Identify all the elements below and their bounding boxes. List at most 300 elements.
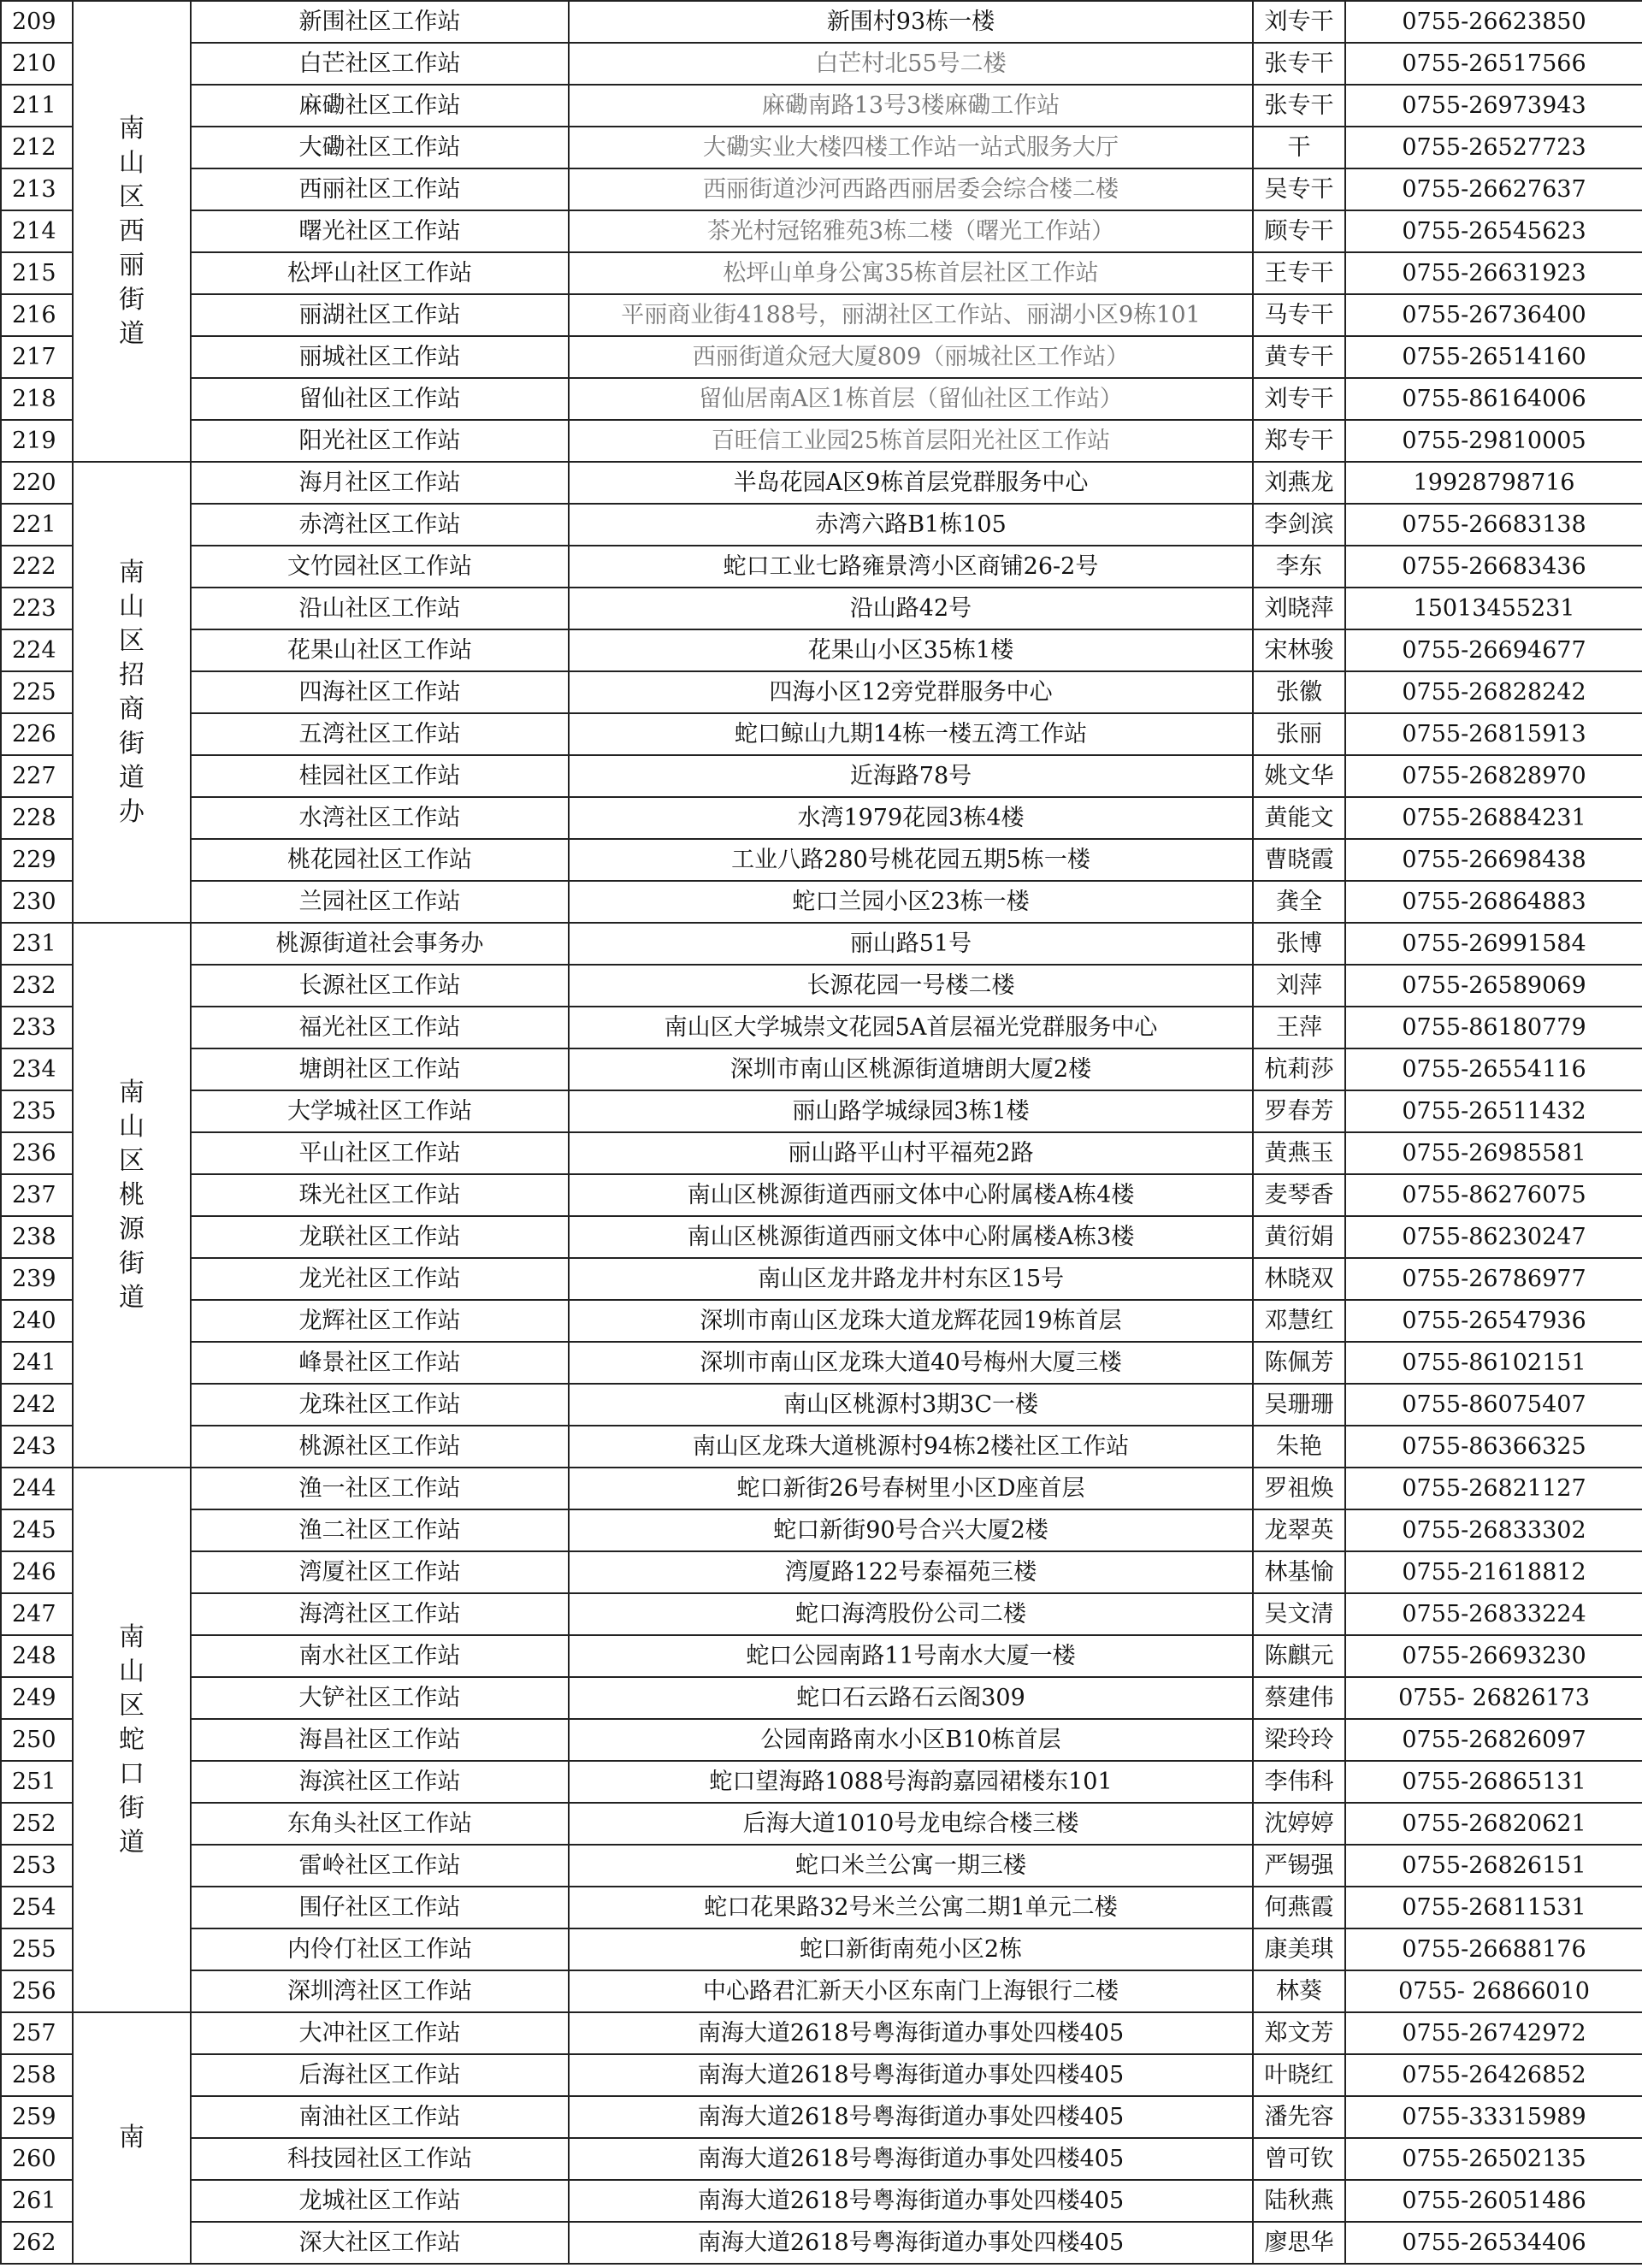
contact-person: 李伟科 [1253, 1761, 1345, 1803]
row-number: 252 [1, 1803, 73, 1845]
contact-phone: 0755-26815913 [1345, 713, 1642, 755]
station-name: 峰景社区工作站 [191, 1342, 569, 1384]
row-number: 257 [1, 2012, 73, 2054]
contact-phone: 0755-86075407 [1345, 1384, 1642, 1426]
table-row [1, 210, 1642, 252]
contact-person: 吴专干 [1253, 168, 1345, 210]
contact-person: 廖思华 [1253, 2222, 1345, 2264]
station-name: 渔一社区工作站 [191, 1468, 569, 1509]
station-address: 丽山路51号 [569, 923, 1253, 965]
contact-person: 顾专干 [1253, 210, 1345, 252]
contact-person: 曾可钦 [1253, 2138, 1345, 2180]
contact-person: 梁玲玲 [1253, 1719, 1345, 1761]
row-number: 249 [1, 1677, 73, 1719]
station-address: 工业八路280号桃花园五期5栋一楼 [569, 839, 1253, 881]
row-number: 251 [1, 1761, 73, 1803]
station-name: 松坪山社区工作站 [191, 252, 569, 294]
station-name: 深圳湾社区工作站 [191, 1970, 569, 2012]
contact-phone: 0755-26742972 [1345, 2012, 1642, 2054]
contact-phone: 0755-26589069 [1345, 965, 1642, 1007]
table-row [1, 671, 1642, 713]
contact-phone: 0755-26688176 [1345, 1928, 1642, 1970]
contact-person: 杭莉莎 [1253, 1048, 1345, 1090]
table-row [1, 43, 1642, 85]
contact-person: 龚全 [1253, 881, 1345, 923]
table-row [1, 546, 1642, 588]
row-number: 236 [1, 1132, 73, 1174]
station-address: 蛇口公园南路11号南水大厦一楼 [569, 1635, 1253, 1677]
station-address: 南海大道2618号粤海街道办事处四楼405 [569, 2222, 1253, 2264]
district-group-label [73, 1, 191, 462]
contact-person: 黄能文 [1253, 797, 1345, 839]
station-address: 后海大道1010号龙电综合楼三楼 [569, 1803, 1253, 1845]
station-address: 百旺信工业园25栋首层阳光社区工作站 [569, 420, 1253, 462]
table-row [1, 252, 1642, 294]
station-name: 后海社区工作站 [191, 2054, 569, 2096]
row-number: 255 [1, 1928, 73, 1970]
station-address: 白芒村北55号二楼 [569, 43, 1253, 85]
contact-person: 陆秋燕 [1253, 2180, 1345, 2222]
district-name: 南山区招商街道办 [119, 557, 145, 827]
contact-person: 马专干 [1253, 294, 1345, 336]
station-name: 水湾社区工作站 [191, 797, 569, 839]
table-row [1, 1677, 1642, 1719]
contact-person: 刘专干 [1253, 378, 1345, 420]
table-row [1, 713, 1642, 755]
contact-phone: 0755-26973943 [1345, 85, 1642, 127]
contact-person: 黄专干 [1253, 336, 1345, 378]
row-number: 222 [1, 546, 73, 588]
contact-phone: 0755-26534406 [1345, 2222, 1642, 2264]
contact-phone: 0755-86180779 [1345, 1007, 1642, 1048]
contact-phone: 0755-26693230 [1345, 1635, 1642, 1677]
contact-person: 李东 [1253, 546, 1345, 588]
contact-phone: 0755-26826097 [1345, 1719, 1642, 1761]
district-group-label [73, 923, 191, 1468]
contact-phone: 19928798716 [1345, 462, 1642, 504]
station-name: 湾厦社区工作站 [191, 1551, 569, 1593]
contact-phone: 0755-26985581 [1345, 1132, 1642, 1174]
contact-phone: 0755-26826151 [1345, 1845, 1642, 1887]
station-name: 科技园社区工作站 [191, 2138, 569, 2180]
station-name: 内伶仃社区工作站 [191, 1928, 569, 1970]
table-row [1, 839, 1642, 881]
station-address: 湾厦路122号泰福苑三楼 [569, 1551, 1253, 1593]
station-address: 近海路78号 [569, 755, 1253, 797]
contact-phone: 0755-26833224 [1345, 1593, 1642, 1635]
contact-phone: 0755-26426852 [1345, 2054, 1642, 2096]
table-row [1, 1384, 1642, 1426]
table-row [1, 1216, 1642, 1258]
contact-person: 黄衍娟 [1253, 1216, 1345, 1258]
contact-phone: 0755-26821127 [1345, 1468, 1642, 1509]
district-group-label [73, 1468, 191, 2012]
station-name: 四海社区工作站 [191, 671, 569, 713]
contact-person: 王萍 [1253, 1007, 1345, 1048]
row-number: 223 [1, 588, 73, 629]
row-number: 210 [1, 43, 73, 85]
table-row [1, 1970, 1642, 2012]
station-address: 丽山路平山村平福苑2路 [569, 1132, 1253, 1174]
station-name: 大学城社区工作站 [191, 1090, 569, 1132]
contact-person: 郑文芳 [1253, 2012, 1345, 2054]
station-address: 蛇口米兰公寓一期三楼 [569, 1845, 1253, 1887]
contact-person: 干 [1253, 127, 1345, 168]
contact-person: 姚文华 [1253, 755, 1345, 797]
station-address: 蛇口新街90号合兴大厦2楼 [569, 1509, 1253, 1551]
row-number: 256 [1, 1970, 73, 2012]
row-number: 234 [1, 1048, 73, 1090]
station-address: 留仙居南A区1栋首层（留仙社区工作站） [569, 378, 1253, 420]
station-name: 塘朗社区工作站 [191, 1048, 569, 1090]
contact-phone: 0755-26527723 [1345, 127, 1642, 168]
row-number: 217 [1, 336, 73, 378]
station-name: 福光社区工作站 [191, 1007, 569, 1048]
station-address: 南山区桃源街道西丽文体中心附属楼A栋3楼 [569, 1216, 1253, 1258]
contact-person: 王专干 [1253, 252, 1345, 294]
row-number: 213 [1, 168, 73, 210]
station-address: 蛇口鲸山九期14栋一楼五湾工作站 [569, 713, 1253, 755]
station-name: 桃花园社区工作站 [191, 839, 569, 881]
contact-phone: 0755-26683138 [1345, 504, 1642, 546]
contact-phone: 0755-26736400 [1345, 294, 1642, 336]
contact-person: 叶晓红 [1253, 2054, 1345, 2096]
station-name: 文竹园社区工作站 [191, 546, 569, 588]
station-name: 西丽社区工作站 [191, 168, 569, 210]
row-number: 215 [1, 252, 73, 294]
district-name: 南山区蛇口街道 [119, 1621, 145, 1858]
station-address: 松坪山单身公寓35栋首层社区工作站 [569, 252, 1253, 294]
contact-phone: 0755-26828970 [1345, 755, 1642, 797]
table-row [1, 1342, 1642, 1384]
table-row [1, 1551, 1642, 1593]
contact-phone: 0755- 26826173 [1345, 1677, 1642, 1719]
row-number: 239 [1, 1258, 73, 1300]
contact-phone: 0755-26884231 [1345, 797, 1642, 839]
contact-phone: 0755-26683436 [1345, 546, 1642, 588]
table-row [1, 2096, 1642, 2138]
station-address: 蛇口石云路石云阁309 [569, 1677, 1253, 1719]
station-address: 南山区龙井路龙井村东区15号 [569, 1258, 1253, 1300]
station-address: 南海大道2618号粤海街道办事处四楼405 [569, 2096, 1253, 2138]
station-name: 麻磡社区工作站 [191, 85, 569, 127]
row-number: 212 [1, 127, 73, 168]
row-number: 245 [1, 1509, 73, 1551]
contact-person: 郑专干 [1253, 420, 1345, 462]
station-address: 新围村93栋一楼 [569, 1, 1253, 43]
station-address: 南海大道2618号粤海街道办事处四楼405 [569, 2054, 1253, 2096]
station-address: 长源花园一号楼二楼 [569, 965, 1253, 1007]
contact-phone: 0755-86102151 [1345, 1342, 1642, 1384]
contact-person: 刘晓萍 [1253, 588, 1345, 629]
contact-phone: 0755- 26866010 [1345, 1970, 1642, 2012]
table-row [1, 923, 1642, 965]
station-address: 南海大道2618号粤海街道办事处四楼405 [569, 2012, 1253, 2054]
table-row [1, 1007, 1642, 1048]
contact-phone: 0755-26991584 [1345, 923, 1642, 965]
station-name: 沿山社区工作站 [191, 588, 569, 629]
contact-person: 吴珊珊 [1253, 1384, 1345, 1426]
station-address: 麻磡南路13号3楼麻磡工作站 [569, 85, 1253, 127]
row-number: 230 [1, 881, 73, 923]
row-number: 240 [1, 1300, 73, 1342]
contact-person: 张专干 [1253, 43, 1345, 85]
contact-phone: 0755-26547936 [1345, 1300, 1642, 1342]
row-number: 216 [1, 294, 73, 336]
station-name: 海湾社区工作站 [191, 1593, 569, 1635]
table-row [1, 1593, 1642, 1635]
station-address: 南海大道2618号粤海街道办事处四楼405 [569, 2180, 1253, 2222]
row-number: 214 [1, 210, 73, 252]
contact-person: 林葵 [1253, 1970, 1345, 2012]
table-row [1, 1928, 1642, 1970]
station-address: 南山区桃源街道西丽文体中心附属楼A栋4楼 [569, 1174, 1253, 1216]
table-row [1, 1761, 1642, 1803]
station-address: 蛇口海湾股份公司二楼 [569, 1593, 1253, 1635]
contact-person: 曹晓霞 [1253, 839, 1345, 881]
station-name: 龙珠社区工作站 [191, 1384, 569, 1426]
station-address: 蛇口新街南苑小区2栋 [569, 1928, 1253, 1970]
table-row [1, 1048, 1642, 1090]
station-address: 蛇口望海路1088号海韵嘉园裙楼东101 [569, 1761, 1253, 1803]
station-address: 半岛花园A区9栋首层党群服务中心 [569, 462, 1253, 504]
row-number: 209 [1, 1, 73, 43]
row-number: 211 [1, 85, 73, 127]
contact-person: 张丽 [1253, 713, 1345, 755]
contact-person: 张专干 [1253, 85, 1345, 127]
contact-person: 朱艳 [1253, 1426, 1345, 1468]
contact-phone: 0755-29810005 [1345, 420, 1642, 462]
table-row [1, 1426, 1642, 1468]
station-name: 曙光社区工作站 [191, 210, 569, 252]
table-row [1, 629, 1642, 671]
station-address: 丽山路学城绿园3栋1楼 [569, 1090, 1253, 1132]
station-name: 大磡社区工作站 [191, 127, 569, 168]
station-name: 渔二社区工作站 [191, 1509, 569, 1551]
station-name: 兰园社区工作站 [191, 881, 569, 923]
table-row [1, 2180, 1642, 2222]
station-address: 大磡实业大楼四楼工作站一站式服务大厅 [569, 127, 1253, 168]
station-address: 西丽街道众冠大厦809（丽城社区工作站） [569, 336, 1253, 378]
contact-phone: 0755-26545623 [1345, 210, 1642, 252]
station-address: 赤湾六路B1栋105 [569, 504, 1253, 546]
table-row [1, 127, 1642, 168]
contact-person: 邓慧红 [1253, 1300, 1345, 1342]
table-row [1, 1803, 1642, 1845]
row-number: 229 [1, 839, 73, 881]
table-body [1, 1, 1642, 2264]
station-name: 深大社区工作站 [191, 2222, 569, 2264]
contact-phone: 0755-26623850 [1345, 1, 1642, 43]
station-name: 花果山社区工作站 [191, 629, 569, 671]
station-name: 阳光社区工作站 [191, 420, 569, 462]
district-group-label [73, 462, 191, 923]
station-address: 南山区大学城崇文花园5A首层福光党群服务中心 [569, 1007, 1253, 1048]
contact-person: 吴文清 [1253, 1593, 1345, 1635]
station-name: 赤湾社区工作站 [191, 504, 569, 546]
contact-phone: 0755-26828242 [1345, 671, 1642, 713]
contact-person: 陈佩芳 [1253, 1342, 1345, 1384]
station-address: 蛇口新街26号春树里小区D座首层 [569, 1468, 1253, 1509]
table-row [1, 1258, 1642, 1300]
contact-phone: 0755-26786977 [1345, 1258, 1642, 1300]
table-row [1, 1090, 1642, 1132]
district-name: 南山区西丽街道 [119, 113, 145, 349]
station-address: 茶光村冠铭雅苑3栋二楼（曙光工作站） [569, 210, 1253, 252]
table-row [1, 1887, 1642, 1928]
station-name: 桂园社区工作站 [191, 755, 569, 797]
row-number: 243 [1, 1426, 73, 1468]
table-row [1, 965, 1642, 1007]
contact-phone: 0755-26517566 [1345, 43, 1642, 85]
contact-phone: 0755-26698438 [1345, 839, 1642, 881]
contact-phone: 0755-26820621 [1345, 1803, 1642, 1845]
row-number: 237 [1, 1174, 73, 1216]
table-row [1, 85, 1642, 127]
station-address: 沿山路42号 [569, 588, 1253, 629]
station-address: 深圳市南山区龙珠大道龙辉花园19栋首层 [569, 1300, 1253, 1342]
row-number: 246 [1, 1551, 73, 1593]
contact-phone: 0755-86366325 [1345, 1426, 1642, 1468]
contact-person: 潘先容 [1253, 2096, 1345, 2138]
contact-phone: 15013455231 [1345, 588, 1642, 629]
contact-phone: 0755-33315989 [1345, 2096, 1642, 2138]
row-number: 254 [1, 1887, 73, 1928]
table-row [1, 2138, 1642, 2180]
station-name: 丽湖社区工作站 [191, 294, 569, 336]
row-number: 226 [1, 713, 73, 755]
row-number: 241 [1, 1342, 73, 1384]
contact-person: 何燕霞 [1253, 1887, 1345, 1928]
contact-phone: 0755-26627637 [1345, 168, 1642, 210]
table-row [1, 462, 1642, 504]
station-name: 龙辉社区工作站 [191, 1300, 569, 1342]
table-row [1, 797, 1642, 839]
row-number: 225 [1, 671, 73, 713]
station-name: 新围社区工作站 [191, 1, 569, 43]
station-address: 花果山小区35栋1楼 [569, 629, 1253, 671]
contact-person: 刘萍 [1253, 965, 1345, 1007]
station-address: 中心路君汇新天小区东南门上海银行二楼 [569, 1970, 1253, 2012]
table-row [1, 504, 1642, 546]
row-number: 258 [1, 2054, 73, 2096]
contact-phone: 0755-26554116 [1345, 1048, 1642, 1090]
table-row [1, 378, 1642, 420]
table-row [1, 588, 1642, 629]
contact-phone: 0755-86164006 [1345, 378, 1642, 420]
table-row [1, 1635, 1642, 1677]
contact-phone: 0755-26694677 [1345, 629, 1642, 671]
row-number: 219 [1, 420, 73, 462]
station-name: 雷岭社区工作站 [191, 1845, 569, 1887]
contact-person: 康美琪 [1253, 1928, 1345, 1970]
table-row [1, 1300, 1642, 1342]
station-address: 水湾1979花园3栋4楼 [569, 797, 1253, 839]
table-row [1, 420, 1642, 462]
table-row [1, 2222, 1642, 2264]
station-name: 龙城社区工作站 [191, 2180, 569, 2222]
table-row [1, 2054, 1642, 2096]
table-row [1, 755, 1642, 797]
contact-phone: 0755-26502135 [1345, 2138, 1642, 2180]
table-row [1, 1132, 1642, 1174]
station-address: 南海大道2618号粤海街道办事处四楼405 [569, 2138, 1253, 2180]
station-name: 大冲社区工作站 [191, 2012, 569, 2054]
station-address: 深圳市南山区龙珠大道40号梅州大厦三楼 [569, 1342, 1253, 1384]
contact-person: 龙翠英 [1253, 1509, 1345, 1551]
contact-phone: 0755-21618812 [1345, 1551, 1642, 1593]
table-row [1, 168, 1642, 210]
table-row [1, 294, 1642, 336]
contact-person: 林晓双 [1253, 1258, 1345, 1300]
table-row [1, 1509, 1642, 1551]
station-name: 龙联社区工作站 [191, 1216, 569, 1258]
contact-person: 林基愉 [1253, 1551, 1345, 1593]
table-row [1, 336, 1642, 378]
station-address: 南山区龙珠大道桃源村94栋2楼社区工作站 [569, 1426, 1253, 1468]
contact-phone: 0755-26511432 [1345, 1090, 1642, 1132]
station-address: 四海小区12旁党群服务中心 [569, 671, 1253, 713]
row-number: 244 [1, 1468, 73, 1509]
row-number: 232 [1, 965, 73, 1007]
station-name: 海月社区工作站 [191, 462, 569, 504]
table-row [1, 1, 1642, 43]
table-row [1, 1174, 1642, 1216]
station-name: 平山社区工作站 [191, 1132, 569, 1174]
contact-person: 张徽 [1253, 671, 1345, 713]
station-address: 西丽街道沙河西路西丽居委会综合楼二楼 [569, 168, 1253, 210]
contact-phone: 0755-86230247 [1345, 1216, 1642, 1258]
contact-person: 严锡强 [1253, 1845, 1345, 1887]
station-name: 龙光社区工作站 [191, 1258, 569, 1300]
row-number: 233 [1, 1007, 73, 1048]
contact-person: 罗祖焕 [1253, 1468, 1345, 1509]
row-number: 221 [1, 504, 73, 546]
contact-person: 陈麒元 [1253, 1635, 1345, 1677]
station-name: 海滨社区工作站 [191, 1761, 569, 1803]
station-name: 留仙社区工作站 [191, 378, 569, 420]
row-number: 247 [1, 1593, 73, 1635]
contact-person: 黄燕玉 [1253, 1132, 1345, 1174]
table-row [1, 1719, 1642, 1761]
row-number: 218 [1, 378, 73, 420]
contact-phone: 0755-26051486 [1345, 2180, 1642, 2222]
row-number: 262 [1, 2222, 73, 2264]
contact-phone: 0755-26514160 [1345, 336, 1642, 378]
station-address: 平丽商业街4188号，丽湖社区工作站、丽湖小区9栋101 [569, 294, 1253, 336]
contact-phone: 0755-26811531 [1345, 1887, 1642, 1928]
table-row [1, 881, 1642, 923]
station-name: 围仔社区工作站 [191, 1887, 569, 1928]
contact-person: 刘燕龙 [1253, 462, 1345, 504]
station-address: 蛇口工业七路雍景湾小区商铺26-2号 [569, 546, 1253, 588]
station-name: 南水社区工作站 [191, 1635, 569, 1677]
station-name: 五湾社区工作站 [191, 713, 569, 755]
station-name: 白芒社区工作站 [191, 43, 569, 85]
district-name: 南 [119, 2123, 145, 2153]
row-number: 231 [1, 923, 73, 965]
row-number: 250 [1, 1719, 73, 1761]
contact-person: 蔡建伟 [1253, 1677, 1345, 1719]
row-number: 261 [1, 2180, 73, 2222]
station-name: 东角头社区工作站 [191, 1803, 569, 1845]
station-address: 公园南路南水小区B10栋首层 [569, 1719, 1253, 1761]
station-name: 大铲社区工作站 [191, 1677, 569, 1719]
row-number: 238 [1, 1216, 73, 1258]
station-name: 桃源社区工作站 [191, 1426, 569, 1468]
contact-person: 刘专干 [1253, 1, 1345, 43]
table-row [1, 1845, 1642, 1887]
